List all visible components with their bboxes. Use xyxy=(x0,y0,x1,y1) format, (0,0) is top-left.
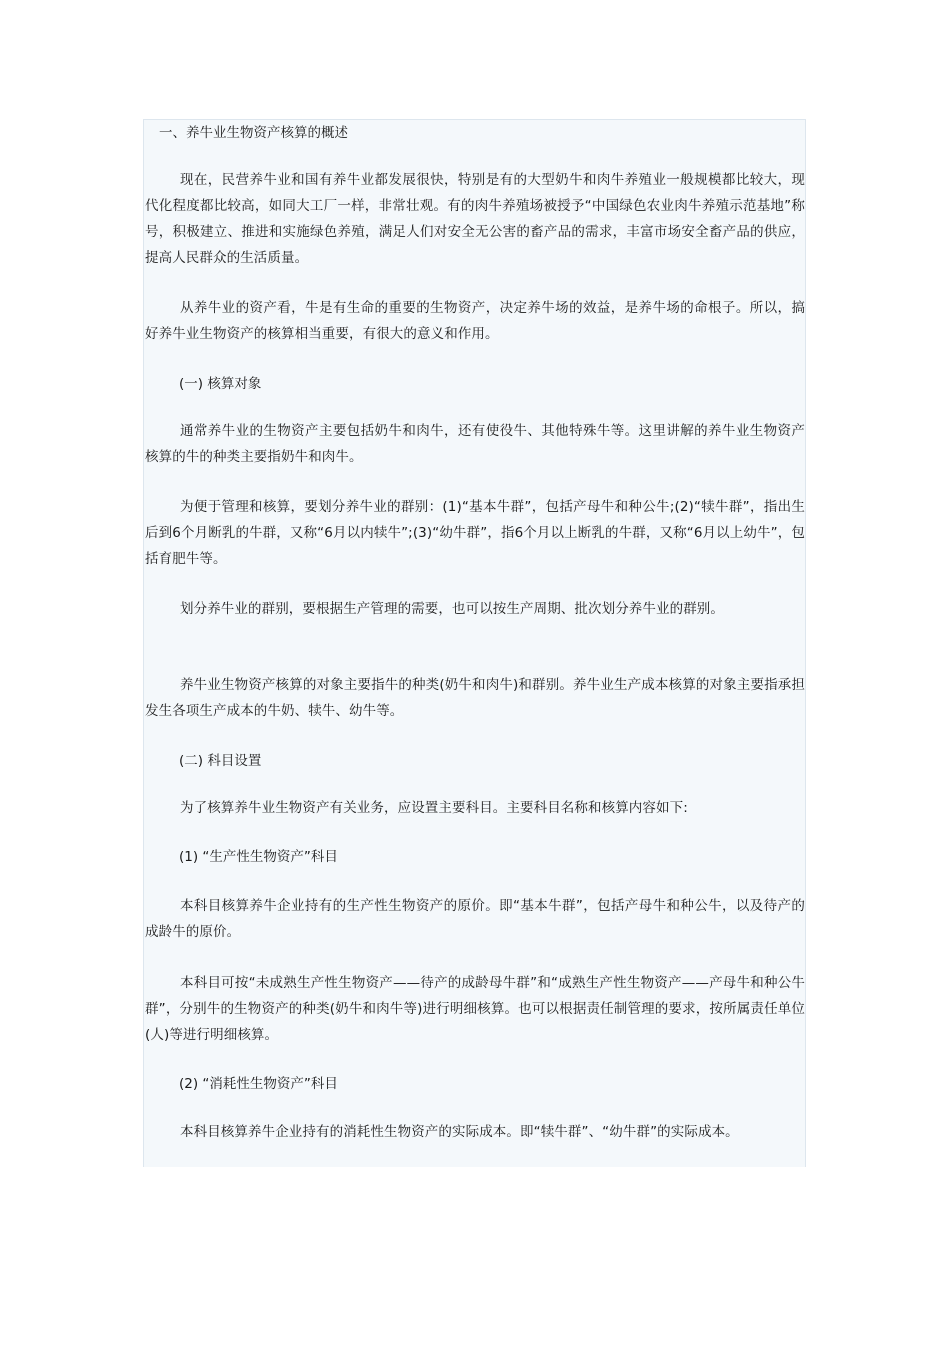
paragraph-9: 本科目可按“未成熟生产性生物资产——待产的成龄母牛群”和“成熟生产性生物资产——产母牛和种公牛群”，分别牛的生物资产的种类(奶牛和肉牛等)进行明细核算。也可以根据责任制管理的要求，按所属责任单位(人)等进行明细核算。 xyxy=(145,975,805,1043)
paragraph-7: 为了核算养牛业生物资产有关业务，应设置主要科目。主要科目名称和核算内容如下: xyxy=(180,800,688,816)
paragraph-4: 为便于管理和核算，要划分养牛业的群别：(1)“基本牛群”，包括产母牛和种公牛;(2)“犊牛群”，指出生后到6个月断乳的牛群，又称“6月以内犊牛”;(3)“幼牛群”，指6个月以上断乳的牛群，又称“6月以上幼牛”，包括育肥牛等。 xyxy=(145,499,805,567)
subheading-2: (二) 科目设置 xyxy=(179,753,262,769)
subheading-1: (一) 核算对象 xyxy=(179,376,262,392)
paragraph-10: 本科目核算养牛企业持有的消耗性生物资产的实际成本。即“犊牛群”、“幼牛群”的实际成本。 xyxy=(180,1124,739,1140)
subheading-3: (1) “生产性生物资产”科目 xyxy=(179,849,338,865)
document-page xyxy=(143,119,806,1167)
paragraph-5: 划分养牛业的群别，要根据生产管理的需要，也可以按生产周期、批次划分养牛业的群别。 xyxy=(180,601,724,617)
paragraph-1: 现在，民营养牛业和国有养牛业都发展很快，特别是有的大型奶牛和肉牛养殖业一般规模都比较大，现代化程度都比较高，如同大工厂一样，非常壮观。有的肉牛养殖场被授予“中国绿色农业肉牛养殖示范基地”称号，积极建立、推进和实施绿色养殖，满足人们对安全无公害的畜产品的需求，丰富市场安全畜产品的供应，提高人民群众的生活质量。 xyxy=(145,172,805,266)
subheading-4: (2) “消耗性生物资产”科目 xyxy=(179,1076,338,1092)
paragraph-8: 本科目核算养牛企业持有的生产性生物资产的原价。即“基本牛群”，包括产母牛和种公牛，以及待产的成龄牛的原价。 xyxy=(145,898,805,940)
paragraph-6: 养牛业生物资产核算的对象主要指牛的种类(奶牛和肉牛)和群别。养牛业生产成本核算的对象主要指承担发生各项生产成本的牛奶、犊牛、幼牛等。 xyxy=(145,677,805,719)
paragraph-2: 从养牛业的资产看，牛是有生命的重要的生物资产，决定养牛场的效益，是养牛场的命根子。所以，搞好养牛业生物资产的核算相当重要，有很大的意义和作用。 xyxy=(145,300,805,342)
section-heading: 一、养牛业生物资产核算的概述 xyxy=(159,125,348,141)
paragraph-3: 通常养牛业的生物资产主要包括奶牛和肉牛，还有使役牛、其他特殊牛等。这里讲解的养牛业生物资产核算的牛的种类主要指奶牛和肉牛。 xyxy=(145,423,805,465)
